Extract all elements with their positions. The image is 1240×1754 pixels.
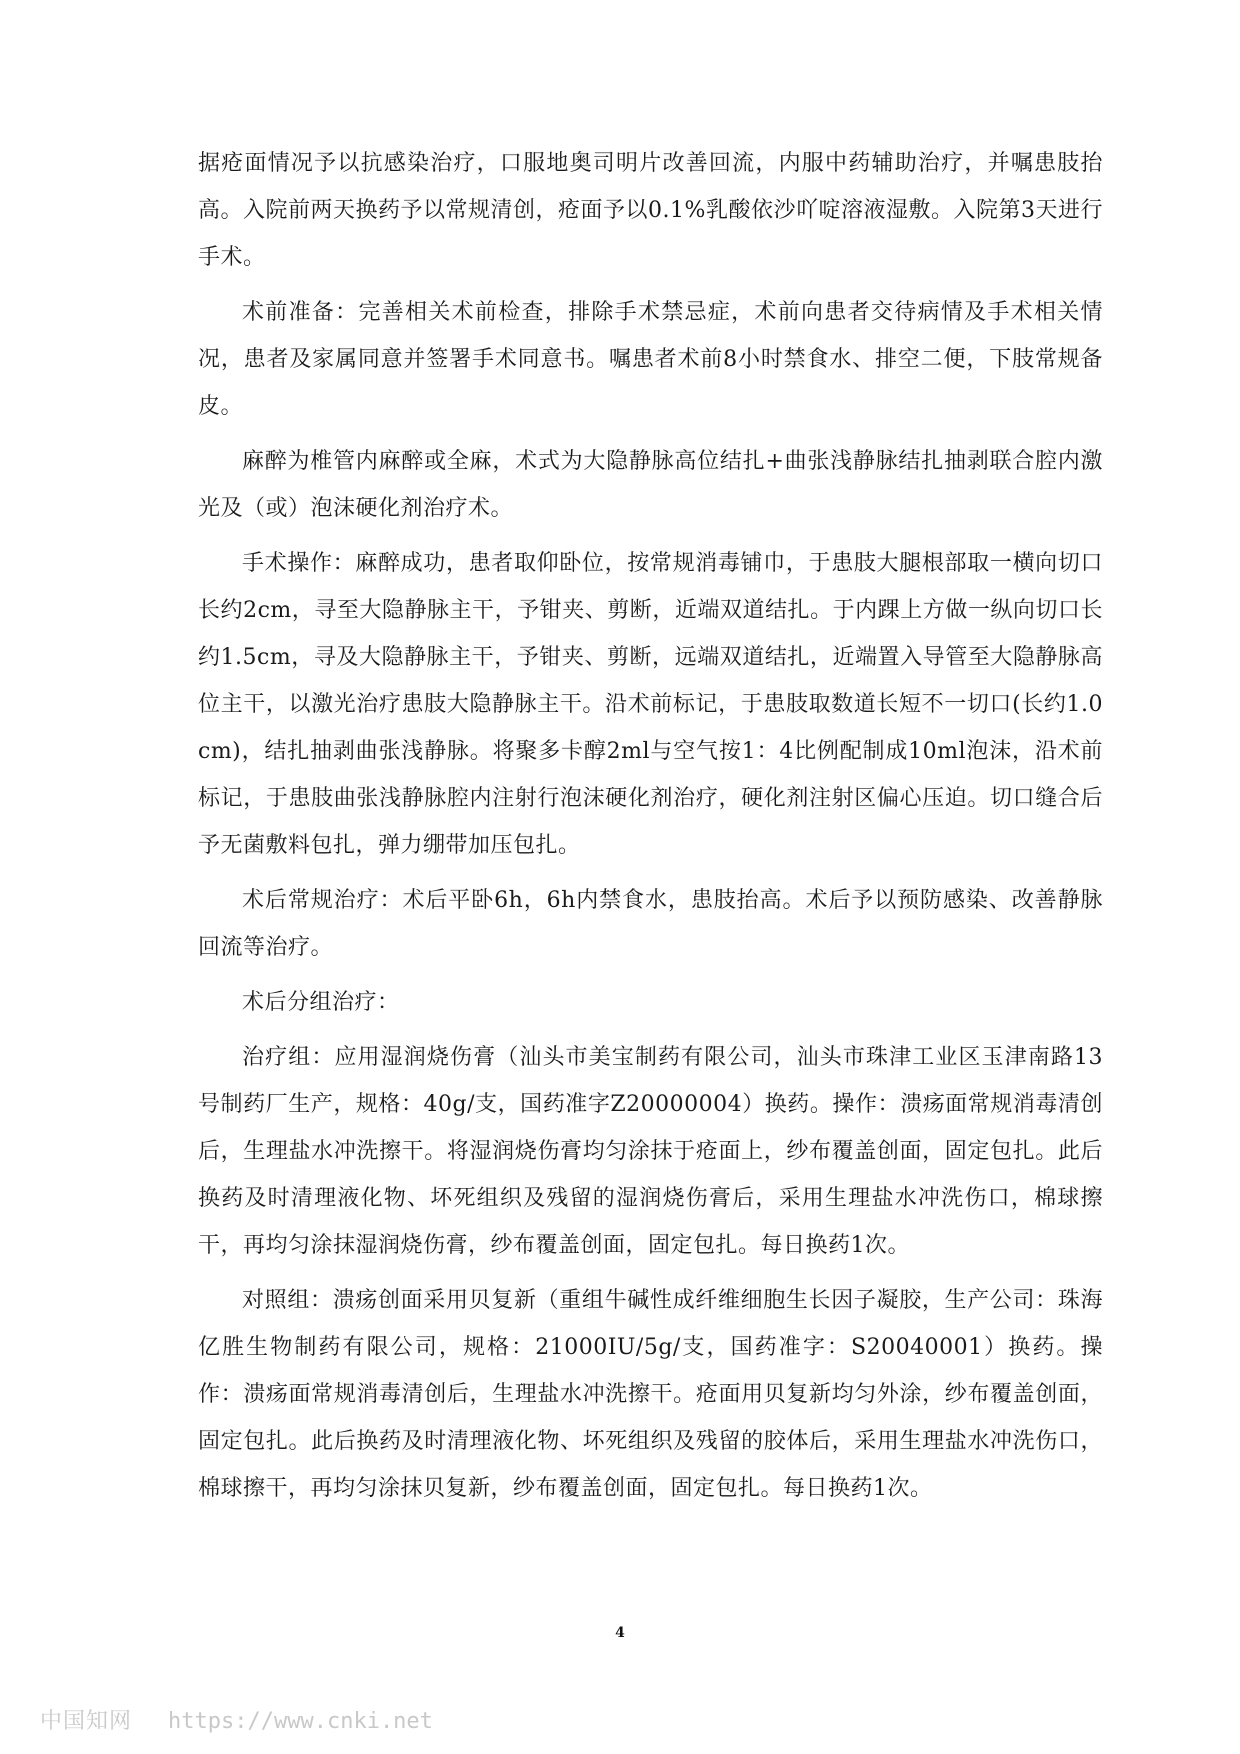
paragraph-1: 据疮面情况予以抗感染治疗，口服地奥司明片改善回流，内服中药辅助治疗，并嘱患肢抬高。入院前两天换药予以常规清创，疮面予以0.1%乳酸依沙吖啶溶液湿敷。入院第3天进行手术。 [198, 151, 1103, 270]
body-text [198, 140, 1103, 1520]
paragraph-preop-preparation: 术前准备：完善相关术前检查，排除手术禁忌症，术前向患者交待病情及手术相关情况，患者及家属同意并签署手术同意书。嘱患者术前8小时禁食水、排空二便，下肢常规备皮。 [198, 300, 1103, 419]
paragraph-treatment-group: 治疗组：应用湿润烧伤膏（汕头市美宝制药有限公司，汕头市珠津工业区玉津南路13号制药厂生产，规格：40g/支，国药准字Z20000004）换药。操作：溃疡面常规消毒清创后，生理盐水冲洗擦干。将湿润烧伤膏均匀涂抹于疮面上，纱布覆盖创面，固定包扎。此后换药及时清理液化物、坏死组织及残留的湿润烧伤膏后，采用生理盐水冲洗伤口，棉球擦干，再均匀涂抹湿润烧伤膏，纱布覆盖创面，固定包扎。每日换药1次。 [198, 1045, 1103, 1258]
paragraph-postop-grouping: 术后分组治疗： [242, 990, 400, 1015]
paragraph-anesthesia: 麻醉为椎管内麻醉或全麻，术式为大隐静脉高位结扎+曲张浅静脉结扎抽剥联合腔内激光及（或）泡沫硬化剂治疗术。 [198, 449, 1103, 521]
paragraph-postop-routine: 术后常规治疗：术后平卧6h，6h内禁食水，患肢抬高。术后予以预防感染、改善静脉回流等治疗。 [198, 888, 1103, 960]
paragraph-control-group: 对照组：溃疡创面采用贝复新（重组牛碱性成纤维细胞生长因子凝胶，生产公司：珠海亿胜生物制药有限公司，规格：21000IU/5g/支，国药准字：S20040001）换药。操作：溃疡面常规消毒清创后，生理盐水冲洗擦干。疮面用贝复新均匀外涂，纱布覆盖创面，固定包扎。此后换药及时清理液化物、坏死组织及残留的胶体后，采用生理盐水冲洗伤口，棉球擦干，再均匀涂抹贝复新，纱布覆盖创面，固定包扎。每日换药1次。 [198, 1288, 1103, 1501]
watermark-url: https://www.cnki.net [168, 1709, 433, 1734]
paragraph-surgical-procedure: 手术操作：麻醉成功，患者取仰卧位，按常规消毒铺巾，于患肢大腿根部取一横向切口长约2cm，寻至大隐静脉主干，予钳夹、剪断，近端双道结扎。于内踝上方做一纵向切口长约1.5cm，寻及大隐静脉主干，予钳夹、剪断，远端双道结扎，近端置入导管至大隐静脉高位主干，以激光治疗患肢大隐静脉主干。沿术前标记，于患肢取数道长短不一切口(长约1.0cm)，结扎抽剥曲张浅静脉。将聚多卡醇2ml与空气按1：4比例配制成10ml泡沫，沿术前标记，于患肢曲张浅静脉腔内注射行泡沫硬化剂治疗，硬化剂注射区偏心压迫。切口缝合后予无菌敷料包扎，弹力绷带加压包扎。 [198, 551, 1103, 858]
watermark-name: 中国知网 [40, 1709, 133, 1734]
cnki-watermark [40, 1704, 433, 1735]
page-number: 4 [615, 1625, 625, 1641]
